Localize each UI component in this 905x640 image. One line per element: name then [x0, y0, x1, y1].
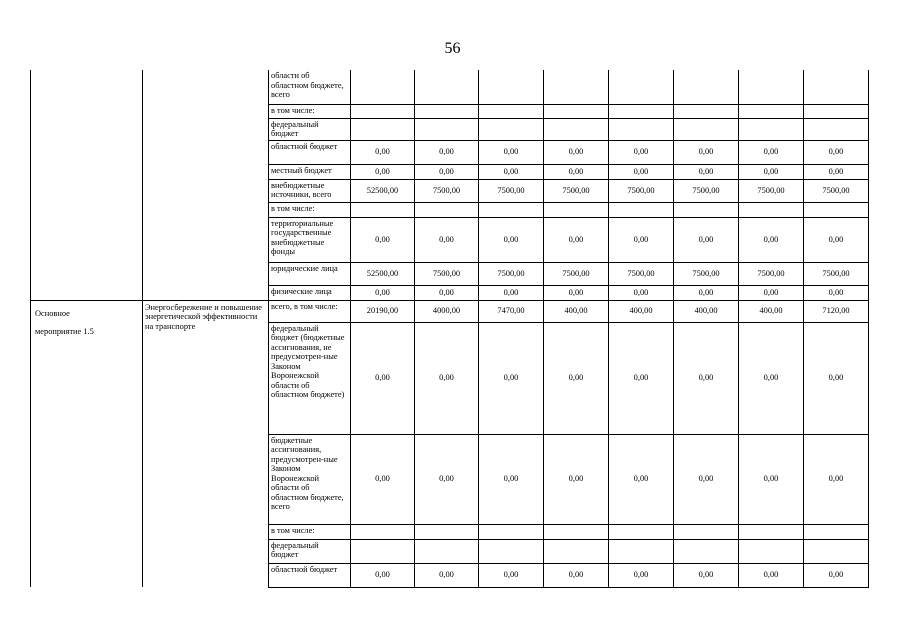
measure-code-cell — [31, 70, 143, 300]
value-cell — [544, 118, 609, 140]
value-cell: 0,00 — [609, 285, 674, 300]
value-cell: 7500,00 — [804, 179, 869, 202]
funding-source-cell: федеральный бюджет — [269, 118, 351, 140]
value-cell — [804, 70, 869, 104]
value-cell: 0,00 — [544, 140, 609, 164]
value-cell: 0,00 — [804, 434, 869, 524]
value-cell: 52500,00 — [351, 179, 415, 202]
value-cell: 0,00 — [739, 434, 804, 524]
value-cell: 0,00 — [415, 140, 479, 164]
value-cell: 7470,00 — [479, 300, 544, 322]
value-cell: 0,00 — [351, 285, 415, 300]
value-cell — [609, 539, 674, 563]
value-cell — [351, 524, 415, 539]
value-cell — [739, 70, 804, 104]
value-cell: 7500,00 — [739, 262, 804, 285]
value-cell: 7500,00 — [609, 179, 674, 202]
value-cell — [739, 202, 804, 217]
value-cell — [351, 70, 415, 104]
value-cell: 0,00 — [351, 563, 415, 587]
value-cell — [739, 104, 804, 118]
value-cell: 7500,00 — [479, 262, 544, 285]
value-cell — [674, 202, 739, 217]
value-cell: 0,00 — [415, 285, 479, 300]
value-cell — [479, 118, 544, 140]
value-cell: 0,00 — [351, 140, 415, 164]
funding-source-cell: областной бюджет — [269, 563, 351, 587]
measure-code-line: мероприятие 1.5 — [35, 326, 94, 336]
value-cell: 0,00 — [674, 322, 739, 434]
page-number: 56 — [444, 40, 461, 57]
value-cell: 52500,00 — [351, 262, 415, 285]
funding-source-cell: юридические лица — [269, 262, 351, 285]
value-cell: 0,00 — [739, 563, 804, 587]
value-cell: 0,00 — [351, 322, 415, 434]
value-cell — [351, 104, 415, 118]
value-cell: 0,00 — [804, 217, 869, 262]
value-cell: 0,00 — [739, 217, 804, 262]
funding-source-cell: области об областном бюджете, всего — [269, 70, 351, 104]
value-cell — [609, 70, 674, 104]
value-cell: 0,00 — [739, 164, 804, 179]
value-cell: 7500,00 — [544, 262, 609, 285]
value-cell — [674, 70, 739, 104]
value-cell: 0,00 — [609, 434, 674, 524]
value-cell: 400,00 — [674, 300, 739, 322]
value-cell: 0,00 — [544, 164, 609, 179]
value-cell: 0,00 — [674, 140, 739, 164]
value-cell — [415, 202, 479, 217]
value-cell — [804, 202, 869, 217]
value-cell — [479, 539, 544, 563]
funding-source-cell: федеральный бюджет — [269, 539, 351, 563]
value-cell: 0,00 — [804, 140, 869, 164]
funding-source-cell: всего, в том числе: — [269, 300, 351, 322]
value-cell: 0,00 — [415, 434, 479, 524]
value-cell — [609, 104, 674, 118]
value-cell: 0,00 — [544, 563, 609, 587]
value-cell: 0,00 — [479, 563, 544, 587]
value-cell: 400,00 — [609, 300, 674, 322]
value-cell: 0,00 — [739, 322, 804, 434]
funding-source-cell: физические лица — [269, 285, 351, 300]
value-cell: 0,00 — [804, 322, 869, 434]
value-cell — [609, 524, 674, 539]
table-body-measure — [31, 300, 869, 587]
value-cell: 0,00 — [804, 563, 869, 587]
measure-name-cell — [143, 70, 269, 300]
value-cell — [739, 524, 804, 539]
value-cell: 0,00 — [739, 140, 804, 164]
value-cell — [739, 539, 804, 563]
value-cell: 20190,00 — [351, 300, 415, 322]
value-cell: 0,00 — [674, 217, 739, 262]
value-cell — [739, 118, 804, 140]
value-cell — [674, 539, 739, 563]
value-cell: 0,00 — [674, 434, 739, 524]
value-cell: 0,00 — [544, 322, 609, 434]
value-cell: 7120,00 — [804, 300, 869, 322]
value-cell — [479, 202, 544, 217]
value-cell: 7500,00 — [674, 179, 739, 202]
value-cell — [351, 118, 415, 140]
value-cell: 0,00 — [351, 217, 415, 262]
value-cell — [804, 539, 869, 563]
value-cell: 0,00 — [674, 164, 739, 179]
value-cell: 0,00 — [479, 322, 544, 434]
measure-name-cell: Энергосбережение и повышение энергетической эффективности на транспорте — [143, 300, 269, 587]
value-cell: 0,00 — [544, 285, 609, 300]
value-cell — [674, 524, 739, 539]
value-cell: 0,00 — [804, 164, 869, 179]
table-row — [31, 70, 869, 104]
value-cell: 0,00 — [415, 164, 479, 179]
value-cell: 0,00 — [415, 322, 479, 434]
value-cell — [479, 524, 544, 539]
funding-source-cell: местный бюджет — [269, 164, 351, 179]
value-cell — [609, 202, 674, 217]
funding-source-cell: территориальные государственные внебюджетные фонды — [269, 217, 351, 262]
funding-source-cell: в том числе: — [269, 524, 351, 539]
funding-source-cell: в том числе: — [269, 104, 351, 118]
table-row — [31, 300, 869, 322]
value-cell — [415, 104, 479, 118]
value-cell: 400,00 — [544, 300, 609, 322]
funding-source-cell: бюджетные ассигнования, предусмотрен-ные Законом Воронежской области об областном бюджете, всего — [269, 434, 351, 524]
value-cell — [804, 524, 869, 539]
value-cell: 0,00 — [479, 140, 544, 164]
value-cell — [544, 524, 609, 539]
value-cell — [544, 539, 609, 563]
value-cell — [415, 539, 479, 563]
value-cell: 0,00 — [351, 164, 415, 179]
budget-table — [30, 70, 869, 588]
value-cell: 0,00 — [609, 164, 674, 179]
value-cell: 0,00 — [479, 164, 544, 179]
funding-source-cell: федеральный бюджет (бюджетные ассигнования, не предусмотрен-ные Законом Воронежской области об областном бюджете) — [269, 322, 351, 434]
value-cell: 0,00 — [415, 563, 479, 587]
funding-source-cell: областной бюджет — [269, 140, 351, 164]
value-cell: 0,00 — [674, 563, 739, 587]
value-cell: 7500,00 — [415, 262, 479, 285]
value-cell: 0,00 — [609, 563, 674, 587]
value-cell — [674, 104, 739, 118]
value-cell — [351, 202, 415, 217]
value-cell: 7500,00 — [415, 179, 479, 202]
value-cell — [609, 118, 674, 140]
value-cell — [415, 70, 479, 104]
value-cell: 7500,00 — [739, 179, 804, 202]
value-cell: 0,00 — [609, 217, 674, 262]
value-cell: 0,00 — [609, 140, 674, 164]
value-cell: 400,00 — [739, 300, 804, 322]
value-cell: 0,00 — [415, 217, 479, 262]
value-cell — [674, 118, 739, 140]
table-body-top — [31, 70, 869, 300]
funding-source-cell: в том числе: — [269, 202, 351, 217]
funding-source-cell: внебюджетные источники, всего — [269, 179, 351, 202]
measure-code-cell — [31, 300, 143, 587]
value-cell: 7500,00 — [609, 262, 674, 285]
value-cell: 0,00 — [804, 285, 869, 300]
value-cell: 7500,00 — [674, 262, 739, 285]
value-cell: 7500,00 — [804, 262, 869, 285]
value-cell — [544, 202, 609, 217]
value-cell: 0,00 — [544, 217, 609, 262]
value-cell — [804, 118, 869, 140]
value-cell: 0,00 — [739, 285, 804, 300]
value-cell — [415, 524, 479, 539]
value-cell: 0,00 — [674, 285, 739, 300]
value-cell: 0,00 — [479, 217, 544, 262]
value-cell — [479, 104, 544, 118]
value-cell — [351, 539, 415, 563]
value-cell — [544, 104, 609, 118]
value-cell: 0,00 — [544, 434, 609, 524]
value-cell: 7500,00 — [544, 179, 609, 202]
value-cell: 0,00 — [479, 285, 544, 300]
measure-code-line: Основное — [35, 308, 70, 318]
value-cell: 0,00 — [351, 434, 415, 524]
value-cell: 0,00 — [479, 434, 544, 524]
value-cell — [479, 70, 544, 104]
value-cell: 7500,00 — [479, 179, 544, 202]
value-cell: 0,00 — [609, 322, 674, 434]
value-cell — [415, 118, 479, 140]
value-cell — [544, 70, 609, 104]
value-cell — [804, 104, 869, 118]
value-cell: 4000,00 — [415, 300, 479, 322]
